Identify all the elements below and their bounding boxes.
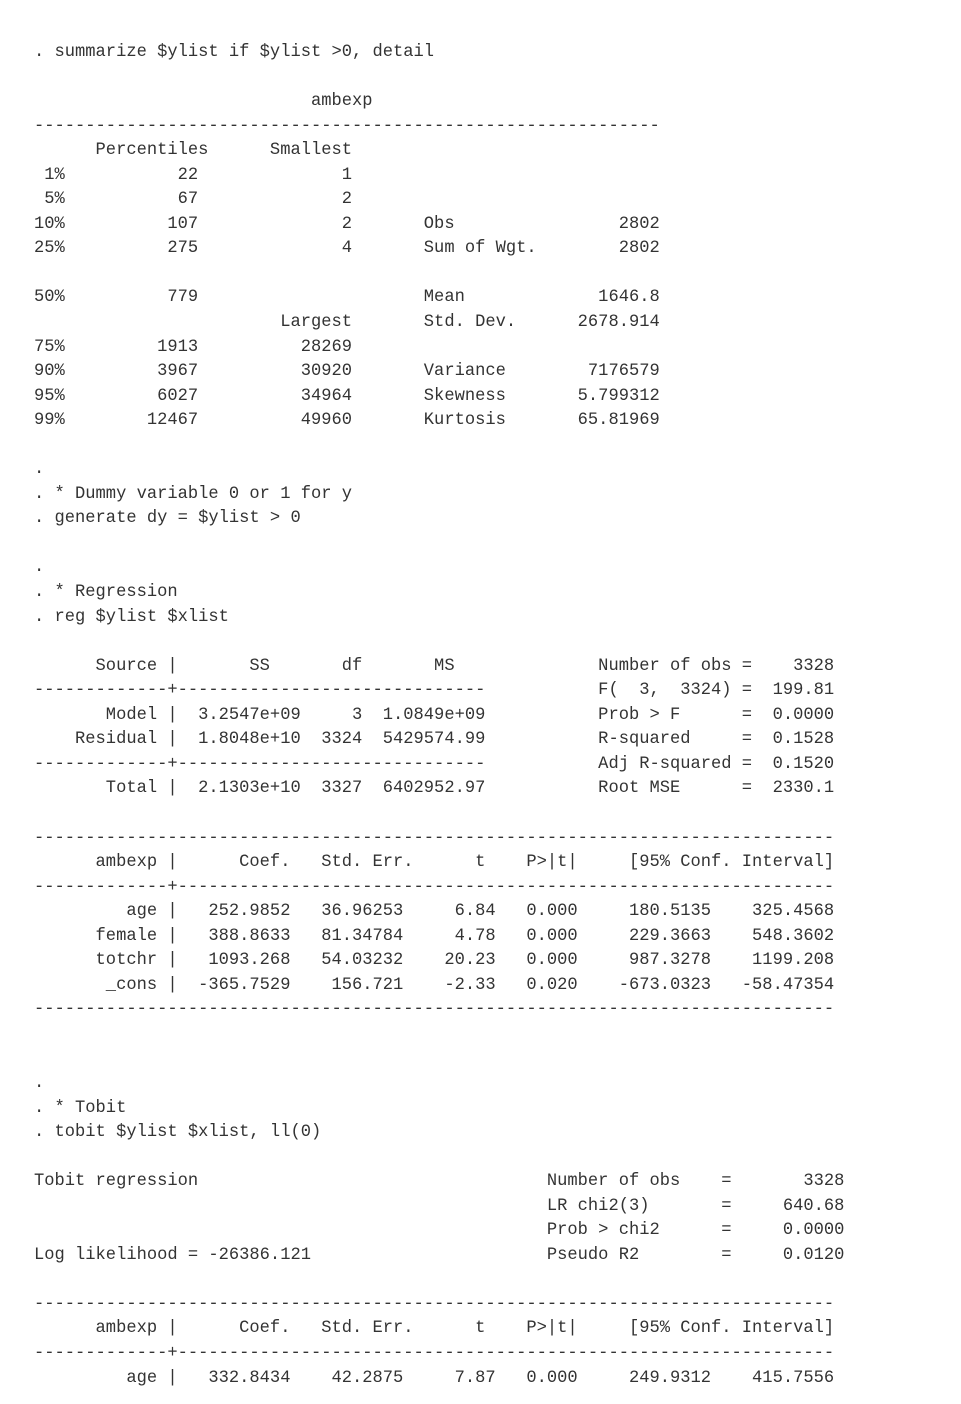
output-line: 75% 1913 28269	[34, 337, 352, 357]
output-line: 95% 6027 34964 Skewness 5.799312	[34, 386, 660, 406]
output-line: 10% 107 2 Obs 2802	[34, 214, 660, 234]
output-line: Residual | 1.8048e+10 3324 5429574.99 R-squared = 0.1528	[34, 730, 835, 750]
output-line: age | 332.8434 42.2875 7.87 0.000 249.9312 415.7556	[34, 1368, 835, 1388]
output-line: 25% 275 4 Sum of Wgt. 2802	[34, 239, 660, 259]
output-line: 90% 3967 30920 Variance 7176579	[34, 362, 660, 382]
output-line: ------------------------------------------------------------------------------	[34, 828, 835, 848]
output-line: . * Regression	[34, 583, 178, 603]
output-line: .	[34, 460, 45, 480]
output-line: _cons | -365.7529 156.721 -2.33 0.020 -673.0323 -58.47354	[34, 975, 835, 995]
output-line: . generate dy = $ylist > 0	[34, 509, 301, 529]
output-line: female | 388.8633 81.34784 4.78 0.000 229.3663 548.3602	[34, 926, 835, 946]
output-line: Percentiles Smallest	[34, 141, 352, 161]
output-line: totchr | 1093.268 54.03232 20.23 0.000 987.3278 1199.208	[34, 951, 835, 971]
output-line	[34, 1268, 954, 1293]
output-line: -------------+----------------------------------------------------------------	[34, 1343, 835, 1363]
output-line: . * Dummy variable 0 or 1 for y	[34, 484, 352, 504]
output-line: 1% 22 1	[34, 165, 352, 185]
output-line: . tobit $ylist $xlist, ll(0)	[34, 1123, 322, 1143]
output-line: ambexp | Coef. Std. Err. t P>|t| [95% Conf. Interval]	[34, 853, 835, 873]
output-line: ------------------------------------------------------------------------------	[34, 1000, 835, 1020]
output-line: Prob > chi2 = 0.0000	[34, 1221, 845, 1241]
output-line: Model | 3.2547e+09 3 1.0849e+09 Prob > F = 0.0000	[34, 705, 835, 725]
output-line: -------------+----------------------------------------------------------------	[34, 877, 835, 897]
output-line: -------------+------------------------------ F( 3, 3324) = 199.81	[34, 681, 835, 701]
output-line: Tobit regression Number of obs = 3328	[34, 1172, 845, 1192]
output-line: Total | 2.1303e+10 3327 6402952.97 Root MSE = 2330.1	[34, 779, 835, 799]
output-line: Log likelihood = -26386.121 Pseudo R2 = 0.0120	[34, 1245, 845, 1265]
output-line: Source | SS df MS Number of obs = 3328	[34, 656, 835, 676]
output-line: ------------------------------------------------------------------------------	[34, 1294, 835, 1314]
output-line	[34, 1146, 954, 1171]
output-line: . * Tobit	[34, 1098, 127, 1118]
output-line: -------------------------------------------------------------	[34, 116, 660, 136]
output-line: ambexp	[34, 92, 373, 112]
output-line: ambexp | Coef. Std. Err. t P>|t| [95% Conf. Interval]	[34, 1319, 835, 1339]
stata-output-log	[34, 41, 954, 1391]
output-line	[34, 802, 954, 827]
output-line	[34, 262, 954, 287]
output-line: Largest Std. Dev. 2678.914	[34, 313, 660, 333]
output-line: 99% 12467 49960 Kurtosis 65.81969	[34, 411, 660, 431]
output-line	[34, 532, 954, 557]
output-line: . reg $ylist $xlist	[34, 607, 229, 627]
output-line: . summarize $ylist if $ylist >0, detail	[34, 43, 435, 62]
output-line	[34, 66, 954, 91]
output-line	[34, 1047, 954, 1072]
output-line	[34, 434, 954, 459]
output-line: .	[34, 1073, 45, 1093]
output-line: 50% 779 Mean 1646.8	[34, 288, 660, 308]
output-line: age | 252.9852 36.96253 6.84 0.000 180.5135 325.4568	[34, 902, 835, 922]
output-line	[34, 1023, 954, 1048]
output-line: -------------+------------------------------ Adj R-squared = 0.1520	[34, 754, 835, 774]
output-line	[34, 630, 954, 655]
output-line: .	[34, 558, 45, 578]
output-line: 5% 67 2	[34, 190, 352, 210]
output-line: LR chi2(3) = 640.68	[34, 1196, 845, 1216]
